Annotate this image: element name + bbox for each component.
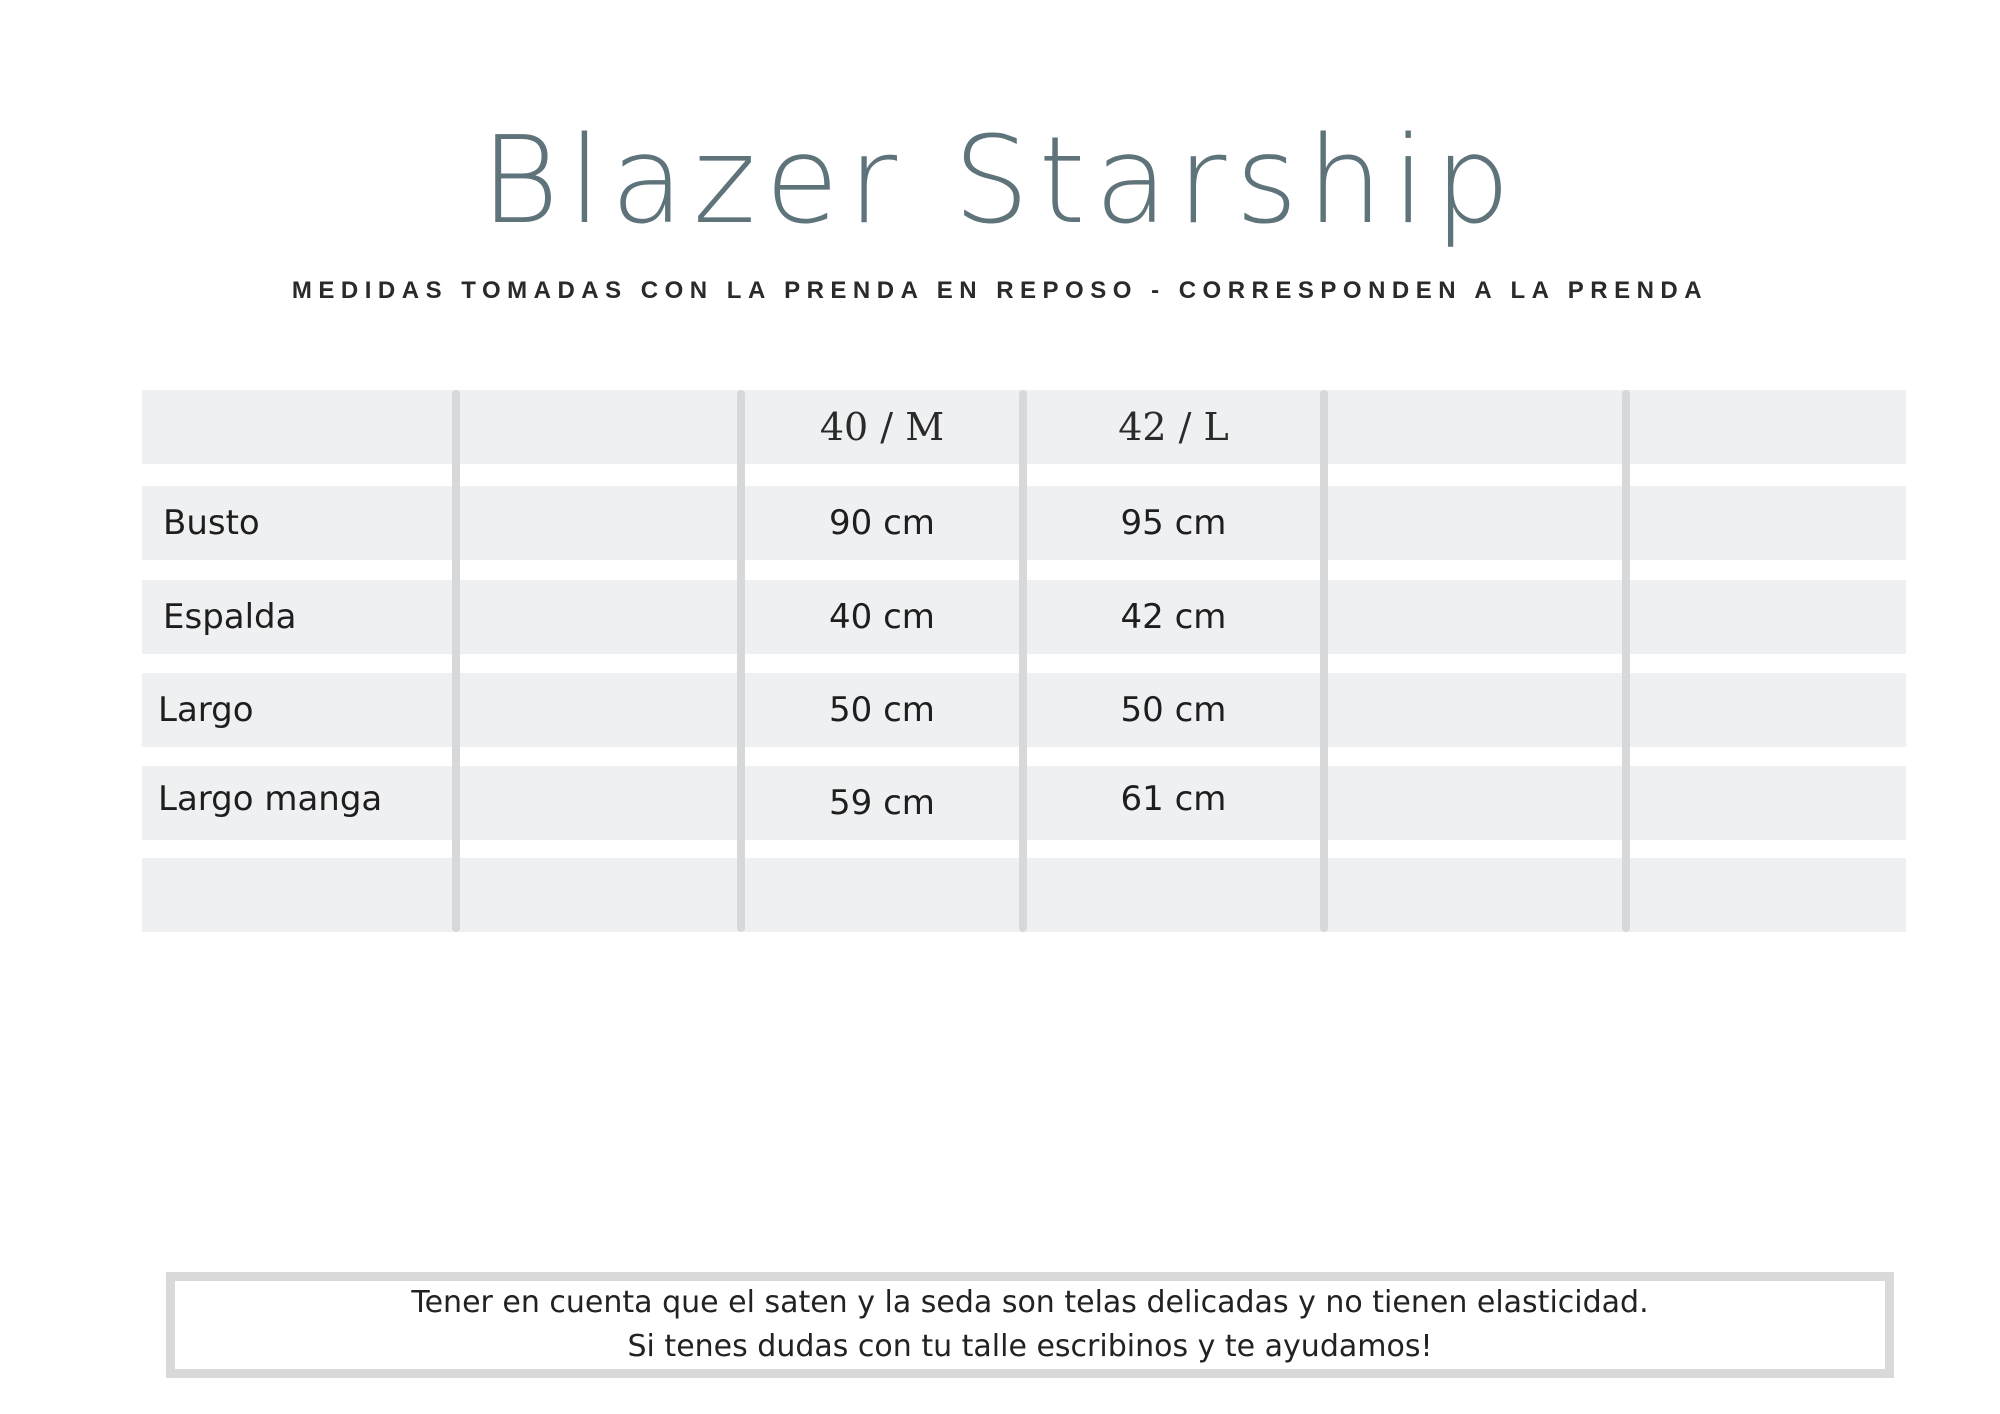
cell-busto-l: 95 cm [1120,503,1227,543]
cell-largo-manga-l: 61 cm [1120,779,1227,819]
column-divider [452,390,460,932]
care-note-line-2: Si tenes dudas con tu talle escribinos y te ayudamos! [627,1329,1433,1364]
cell-largo-l: 50 cm [1120,690,1227,730]
row-label-largo: Largo [158,690,254,730]
row-label-espalda: Espalda [163,597,297,637]
row-label-largo-manga: Largo manga [158,779,383,819]
cell-largo-manga-m: 59 cm [829,783,935,823]
column-divider [737,390,745,932]
column-header-40-m: 40 / M [819,405,945,449]
cell-largo-m: 50 cm [829,690,935,730]
row-label-busto: Busto [163,503,260,543]
cell-espalda-m: 40 cm [829,597,935,637]
page-subtitle: MEDIDAS TOMADAS CON LA PRENDA EN REPOSO - CORRESPONDEN A LA PRENDA [291,277,1709,304]
page-title: Blazer Starship [480,112,1520,251]
cell-busto-m: 90 cm [829,503,935,543]
column-header-42-l: 42 / L [1118,405,1229,449]
care-note-box [166,1272,1894,1378]
column-divider [1320,390,1328,932]
column-divider [1622,390,1630,932]
column-divider [1019,390,1027,932]
care-note-line-1: Tener en cuenta que el saten y la seda son telas delicadas y no tienen elasticidad. [411,1285,1649,1320]
cell-espalda-l: 42 cm [1120,597,1227,637]
